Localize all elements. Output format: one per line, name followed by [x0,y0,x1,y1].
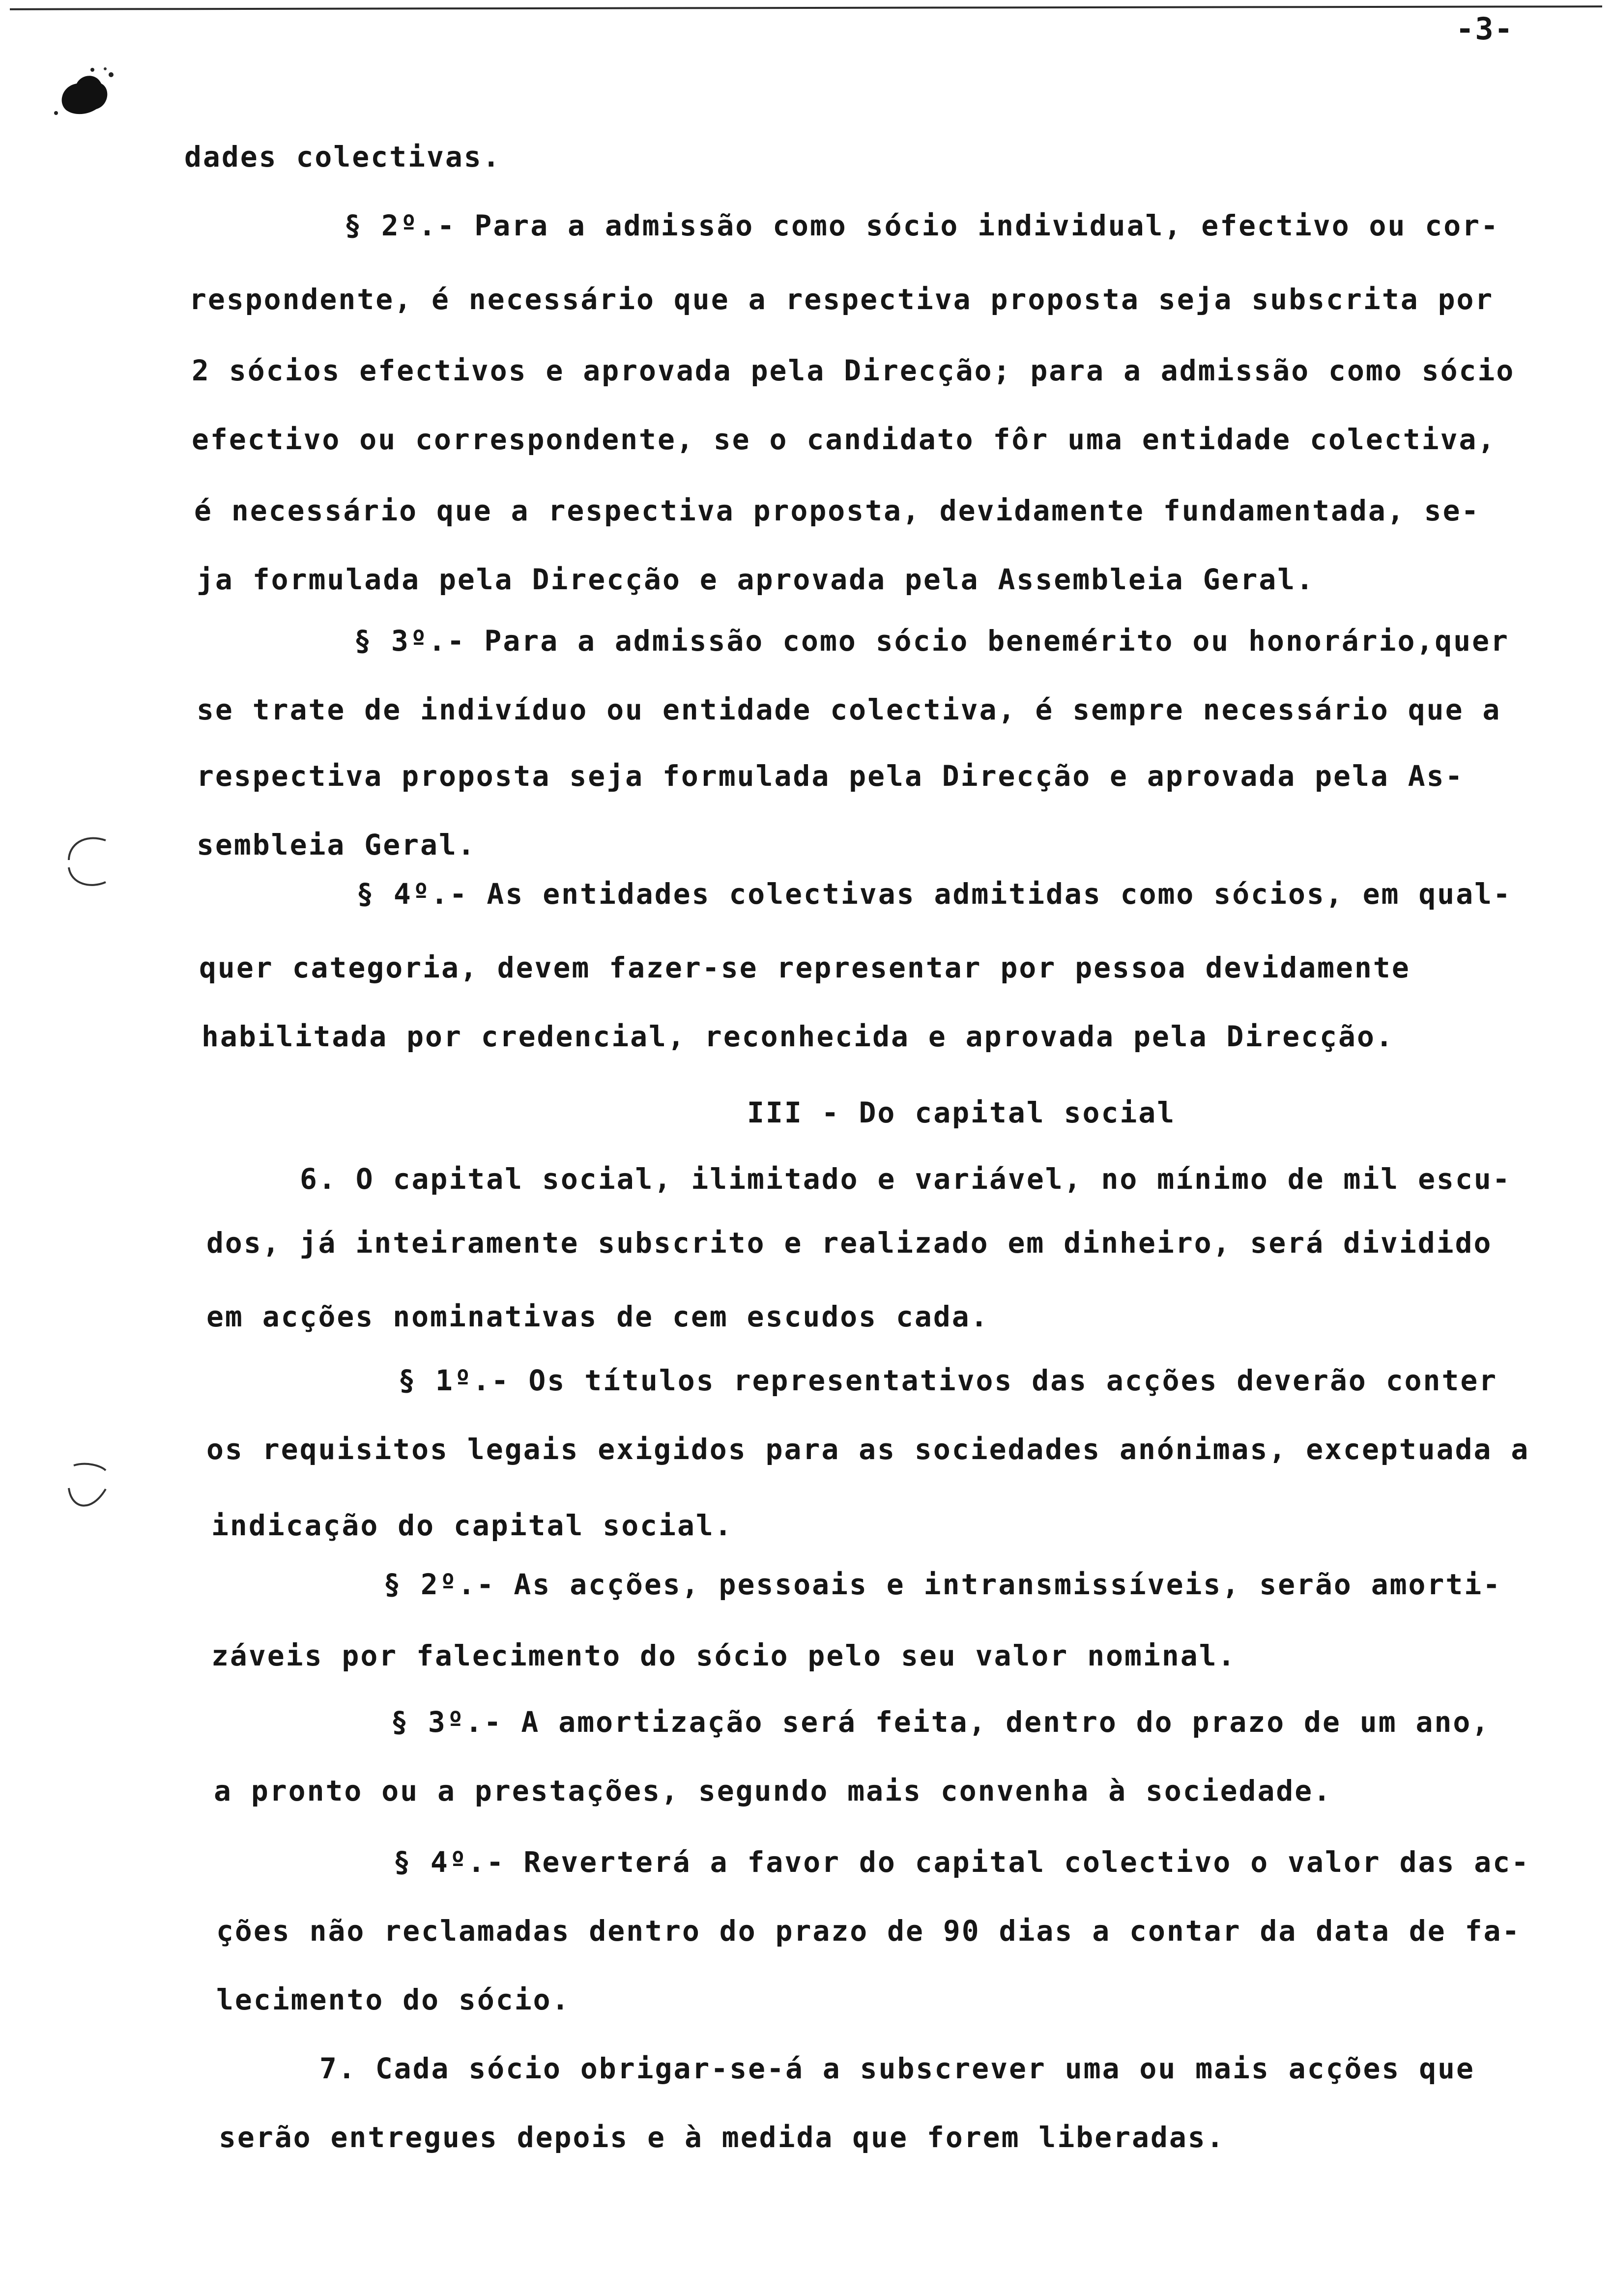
body-line: habilitada por credencial, reconhecida e aprovada pela Direcção. [202,1020,1394,1053]
body-line: § 3º.- A amortização será feita, dentro do prazo de um ano, [391,1705,1491,1739]
body-line: § 2º.- Para a admissão como sócio individual, efectivo ou cor- [344,209,1499,242]
body-line: 7. Cada sócio obrigar-se-á a subscrever uma ou mais acções que [319,2052,1475,2085]
body-line: quer categoria, devem fazer-se representar por pessoa devidamente [199,951,1410,984]
body-line: ja formulada pela Direcção e aprovada pela Assembleia Geral. [197,563,1315,596]
body-line: se trate de indivíduo ou entidade colectiva, é sempre necessário que a [197,693,1501,726]
body-line: 2 sócios efectivos e aprovada pela Direcção; para a admissão como sócio [192,354,1515,387]
body-line: em acções nominativas de cem escudos cada. [206,1300,989,1333]
body-line: respondente, é necessário que a respectiva proposta seja subscrita por [189,283,1494,316]
body-line: § 1º.- Os títulos representativos das acções deverão conter [398,1364,1498,1397]
body-line: os requisitos legais exigidos para as sociedades anónimas, exceptuada a [206,1433,1530,1466]
ink-blot-mark [47,64,116,118]
body-line: 6. O capital social, ilimitado e variável, no mínimo de mil escu- [300,1162,1511,1196]
punch-hole-mark [64,831,108,894]
body-line: indicação do capital social. [211,1509,733,1542]
page-number: -3- [1456,11,1514,47]
body-line: é necessário que a respectiva proposta, devidamente fundamentada, se- [194,494,1480,527]
body-line: serão entregues depois e à medida que forem liberadas. [219,2121,1225,2154]
body-line: dos, já inteiramente subscrito e realizado em dinheiro, será dividido [206,1226,1493,1260]
punch-hole-mark [64,1460,108,1523]
body-line: § 2º.- As acções, pessoais e intransmissíveis, serão amorti- [383,1568,1502,1601]
body-line: respectiva proposta seja formulada pela Direcção e aprovada pela As- [197,759,1464,793]
body-line: dades colectivas. [184,140,501,173]
body-line: efectivo ou correspondente, se o candidato fôr uma entidade colectiva, [192,423,1497,456]
body-line: ções não reclamadas dentro do prazo de 90 dias a contar da data de fa- [216,1914,1521,1948]
body-line: § 4º.- Reverterá a favor do capital colectivo o valor das ac- [393,1845,1530,1879]
body-line: sembleia Geral. [197,828,476,861]
body-line: lecimento do sócio. [216,1983,571,2016]
body-line: § 4º.- As entidades colectivas admitidas como sócios, em qual- [356,877,1512,911]
body-line: § 3º.- Para a admissão como sócio benemérito ou honorário,quer [354,624,1509,658]
body-line: záveis por falecimento do sócio pelo seu valor nominal. [211,1639,1237,1672]
top-rule [10,5,1602,10]
body-line: a pronto ou a prestações, segundo mais convenha à sociedade. [214,1774,1332,1808]
section-heading: III - Do capital social [747,1096,1176,1129]
